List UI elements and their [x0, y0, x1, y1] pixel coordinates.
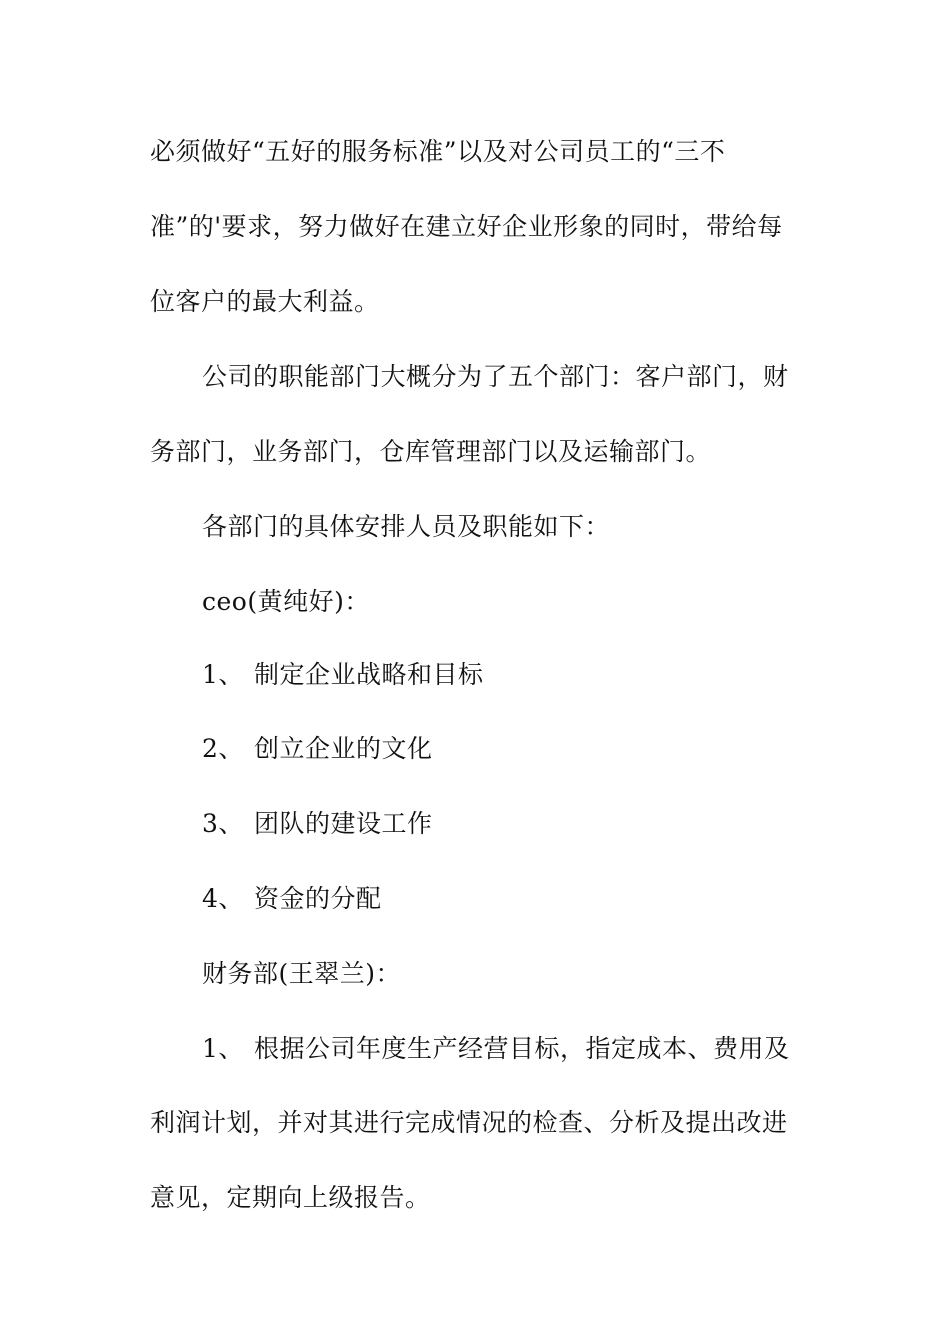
list-item-text: 创立企业的文化 [254, 734, 433, 763]
list-item-number: 3、 [202, 809, 244, 838]
list-item-text: 制定企业战略和目标 [254, 660, 484, 689]
list-item [202, 729, 862, 769]
list-item-text: 团队的建设工作 [254, 809, 433, 838]
paragraph-line: 利润计划，并对其进行完成情况的检查、分析及提出改进 [150, 1108, 788, 1137]
paragraph-line: 务部门，业务部门，仓库管理部门以及运输部门。 [150, 437, 712, 466]
list-item [202, 879, 862, 919]
paragraph-line: 意见，定期向上级报告。 [150, 1183, 431, 1212]
list-item-text: 资金的分配 [254, 884, 382, 913]
paragraph-line: 位客户的最大利益。 [150, 287, 380, 316]
section-heading-ceo: ceo(黄纯好)： [202, 587, 370, 616]
list-item-number: 1、 [202, 660, 244, 689]
list-item [202, 1029, 862, 1069]
paragraph-line: 必须做好“五好的服务标准”以及对公司员工的“三不 [150, 137, 726, 166]
list-item-text: 根据公司年度生产经营目标，指定成本、费用及 [254, 1034, 790, 1063]
list-item [202, 804, 862, 844]
list-item-number: 1、 [202, 1034, 244, 1063]
list-item-number: 4、 [202, 884, 244, 913]
list-item-number: 2、 [202, 734, 244, 763]
section-heading-finance: 财务部(王翠兰)： [202, 959, 402, 988]
paragraph-line: 各部门的具体安排人员及职能如下： [202, 512, 611, 541]
paragraph-line: 准”的'要求，努力做好在建立好企业形象的同时，带给每 [150, 212, 783, 241]
paragraph-line: 公司的职能部门大概分为了五个部门：客户部门，财 [202, 362, 789, 391]
list-item [202, 655, 862, 695]
